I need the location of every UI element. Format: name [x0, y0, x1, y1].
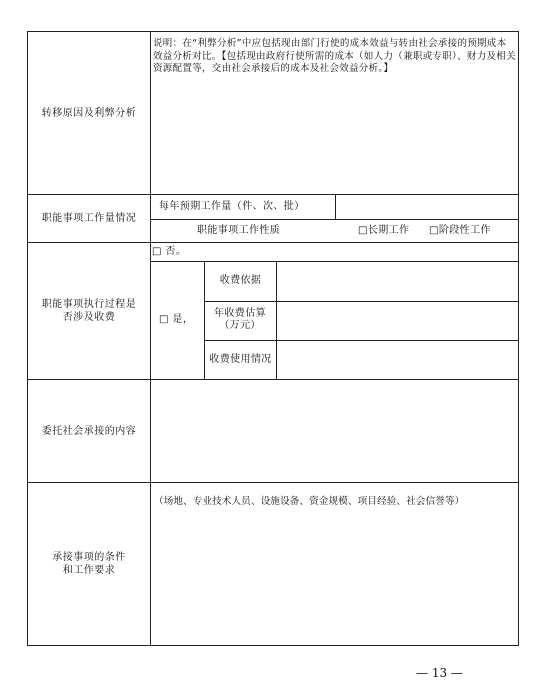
row-conditions [27, 482, 519, 646]
divider [151, 219, 518, 220]
transfer-analysis-note: 说明：在“利弊分析”中应包括现由部门行使的成本效益与转由社会承接的预期成本效益分析对比。【包括现由政府行使所需的成本（如人力（兼职或专职）、财力及相关资源配置等，交由社会承接后的成本及社会效益分析。】 [153, 38, 516, 74]
work-nature-label: 职能事项工作性质 [197, 225, 281, 236]
transfer-form-table [27, 31, 519, 646]
label-fees-text: 职能事项执行过程是否涉及收费 [41, 299, 137, 323]
annual-workload-field[interactable] [336, 195, 518, 219]
label-transfer-reason [28, 32, 151, 194]
label-workload-text: 职能事项工作量情况 [41, 213, 137, 224]
cell-conditions[interactable] [151, 483, 518, 645]
row-workload [27, 194, 519, 242]
cell-fees [151, 243, 518, 379]
label-conditions [28, 483, 151, 645]
conditions-note: （场地、专业技术人员、设施设备、资金规模、项目经验、社会信誉等） [154, 496, 465, 507]
label-fees [28, 243, 151, 379]
fees-no-checkbox[interactable]: □ 否。 [152, 246, 187, 257]
fee-basis-label: 收费依据 [219, 275, 262, 286]
label-conditions-text: 承接事项的条件和工作要求 [52, 552, 126, 576]
annual-workload-label: 每年预期工作量（件、次、批） [159, 201, 305, 212]
label-transfer-reason-text: 转移原因及利弊分析 [41, 107, 137, 119]
long-term-checkbox[interactable]: □长期工作 [358, 225, 410, 236]
fee-usage-label: 收费使用情况 [209, 354, 272, 365]
label-entrust [28, 380, 151, 482]
fees-yes-checkbox[interactable]: □ 是， [159, 314, 194, 325]
label-entrust-text: 委托社会承接的内容 [41, 425, 137, 437]
phased-checkbox[interactable]: □阶段性工作 [429, 225, 491, 236]
fee-usage-field[interactable] [277, 341, 518, 379]
cell-workload [151, 195, 518, 242]
row-entrust [27, 379, 519, 482]
cell-entrust-content[interactable] [151, 380, 518, 482]
cell-transfer-analysis[interactable] [151, 32, 518, 194]
row-fees [27, 242, 519, 379]
fee-estimate-label: 年收费估算（万元） [214, 308, 266, 331]
page-number: — 13 — [416, 666, 463, 680]
row-transfer-reason [27, 31, 519, 194]
fee-basis-field[interactable] [277, 262, 518, 301]
label-workload [28, 195, 151, 242]
fee-estimate-field[interactable] [277, 302, 518, 340]
